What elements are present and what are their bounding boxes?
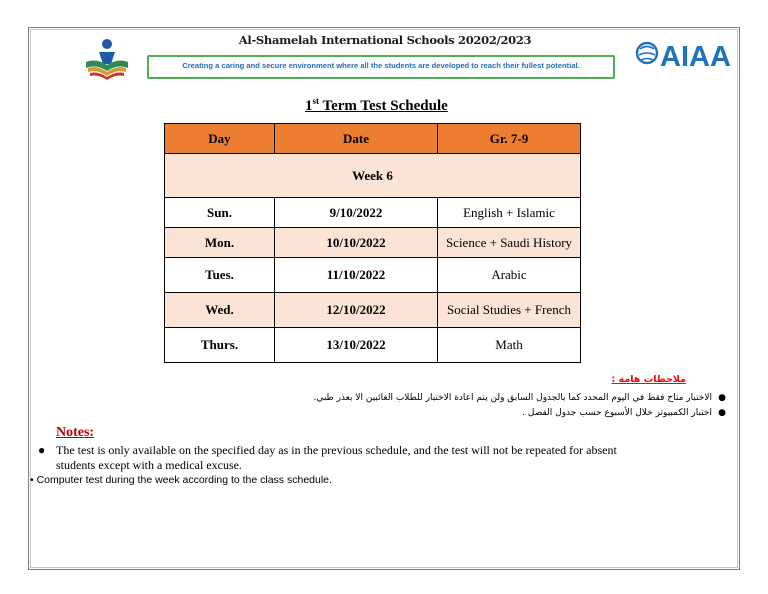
row-subject: Arabic [438, 258, 581, 293]
arabic-note-item [208, 391, 728, 406]
header-date: Date [275, 124, 438, 154]
note-text: Computer test during the week according to the class schedule. [36, 474, 332, 486]
arabic-note-text: الاختبار متاح فقط في اليوم المحدد كما بالجدول السابق ولن يتم اعادة الاختبار للطلاب الغائبين الا بعذر طبي. [313, 393, 712, 403]
note-text: The test is only available on the specified day as in the previous schedule, and the test will not be repeated for absent students except with a medical excuse. [56, 443, 617, 472]
school-logo-icon [84, 38, 130, 80]
title-number: 1 [305, 98, 313, 114]
row-date: 11/10/2022 [275, 258, 438, 293]
title-text: Term Test Schedule [319, 98, 448, 114]
row-subject: Science + Saudi History [438, 228, 581, 258]
table-row [165, 258, 581, 293]
row-day: Tues. [165, 258, 275, 293]
schedule-title [305, 96, 448, 115]
aiaa-logo-icon [636, 36, 731, 73]
table-row [165, 198, 581, 228]
row-day: Mon. [165, 228, 275, 258]
title-superscript: st [312, 96, 319, 106]
school-title: Al-Shamelah International Schools 20202/2023 [238, 33, 532, 47]
table-row [165, 328, 581, 363]
row-subject: Social Studies + French [438, 293, 581, 328]
bullet-icon: ● [718, 408, 726, 418]
arabic-note-item [208, 406, 728, 421]
row-date: 9/10/2022 [275, 198, 438, 228]
motto-text: Creating a caring and secure environment where all the students are developed to reach their fullest potential. [182, 61, 580, 70]
bullet-icon: ● [718, 393, 726, 403]
aiaa-logo-text: AIAA [660, 41, 731, 73]
row-day: Sun. [165, 198, 275, 228]
week-row [165, 154, 581, 198]
note-item [38, 443, 618, 473]
row-date: 12/10/2022 [275, 293, 438, 328]
row-subject: English + Islamic [438, 198, 581, 228]
table-header-row [165, 124, 581, 154]
arabic-notes-heading: ملاحظات هامة : [611, 374, 686, 385]
header-day: Day [165, 124, 275, 154]
row-day: Wed. [165, 293, 275, 328]
arabic-notes-list [208, 391, 728, 421]
notes-heading: Notes: [56, 425, 95, 440]
table-row [165, 293, 581, 328]
row-date: 13/10/2022 [275, 328, 438, 363]
arabic-note-text: اختبار الكمبيوتر خلال الأسبوع حسب جدول الفصل . [522, 408, 712, 418]
bullet-icon: ● [38, 443, 46, 457]
note-item: • Computer test during the week according to the class schedule. [30, 474, 332, 486]
motto-banner [147, 55, 615, 79]
row-date: 10/10/2022 [275, 228, 438, 258]
row-day: Thurs. [165, 328, 275, 363]
table-row [165, 228, 581, 258]
week-label: Week 6 [165, 154, 581, 198]
row-subject: Math [438, 328, 581, 363]
test-schedule-table [164, 123, 581, 363]
header-grade: Gr. 7-9 [438, 124, 581, 154]
